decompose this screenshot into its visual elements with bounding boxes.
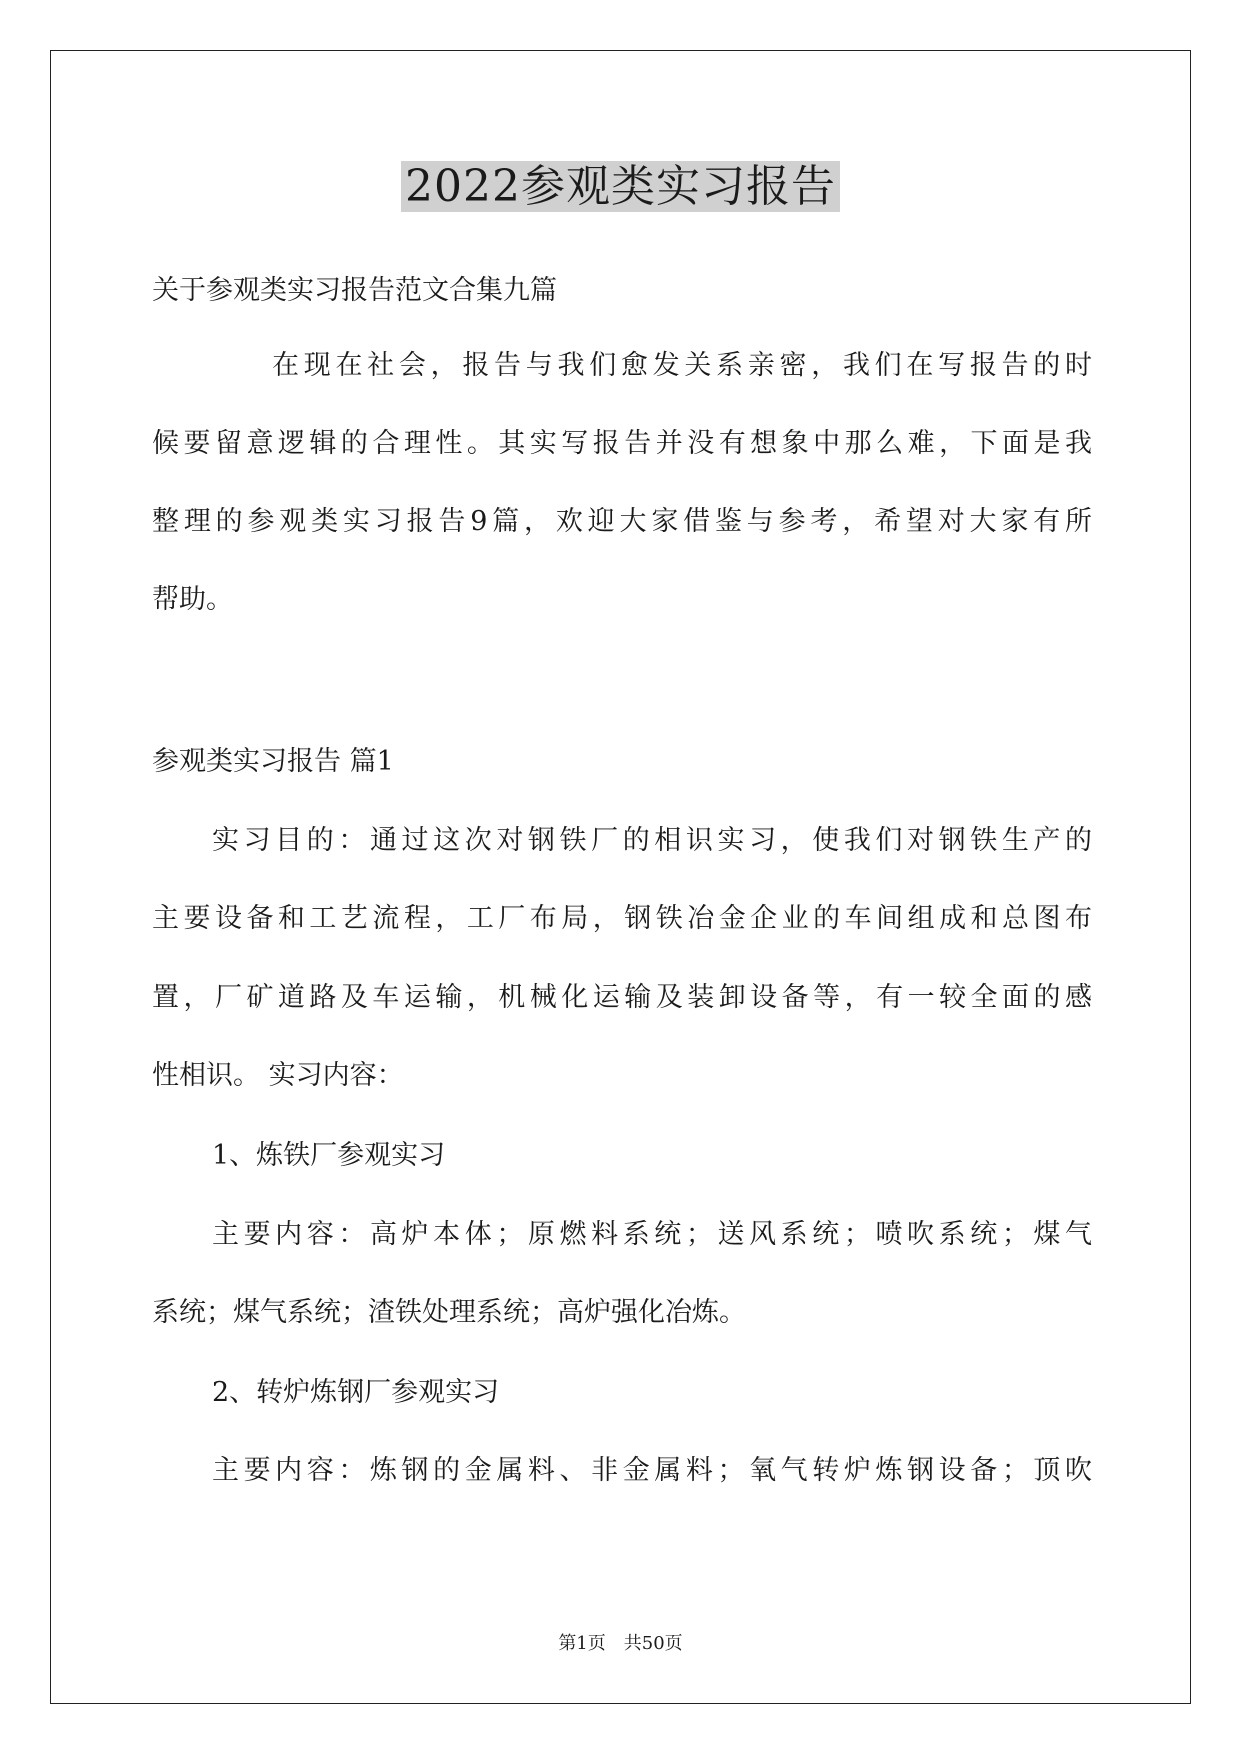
document-title: 2022参观类实习报告 [0, 157, 1241, 217]
page-footer [0, 1632, 1241, 1656]
intro-line-1: 在现在社会，报告与我们愈发关系亲密，我们在写报告的时 [272, 350, 1092, 381]
page-number: 第1页 [558, 1633, 606, 1654]
document-subtitle: 关于参观类实习报告范文合集九篇 [152, 275, 557, 306]
intro-line-3: 整理的参观类实习报告9篇，欢迎大家借鉴与参考，希望对大家有所 [152, 506, 1092, 537]
body-line-2: 主要设备和工艺流程，工厂布局，钢铁冶金企业的车间组成和总图布 [152, 903, 1092, 934]
body-line-6: 主要内容：高炉本体；原燃料系统；送风系统；喷吹系统；煤气 [212, 1219, 1092, 1250]
body-line-1: 实习目的：通过这次对钢铁厂的相识实习，使我们对钢铁生产的 [212, 825, 1092, 856]
body-line-7: 系统；煤气系统；渣铁处理系统；高炉强化冶炼。 [152, 1297, 746, 1328]
intro-line-4: 帮助。 [152, 584, 233, 615]
list-item-1: 1、炼铁厂参观实习 [212, 1140, 446, 1171]
body-line-9: 主要内容：炼钢的金属料、非金属料；氧气转炉炼钢设备；顶吹 [212, 1455, 1092, 1486]
intro-line-2: 候要留意逻辑的合理性。其实写报告并没有想象中那么难，下面是我 [152, 428, 1092, 459]
section-heading: 参观类实习报告 篇1 [152, 746, 394, 777]
body-line-4: 性相识。 实习内容： [152, 1060, 404, 1091]
page-total: 共50页 [623, 1633, 683, 1654]
body-line-3: 置，厂矿道路及车运输，机械化运输及装卸设备等，有一较全面的感 [152, 982, 1092, 1013]
list-item-2: 2、转炉炼钢厂参观实习 [212, 1377, 500, 1408]
